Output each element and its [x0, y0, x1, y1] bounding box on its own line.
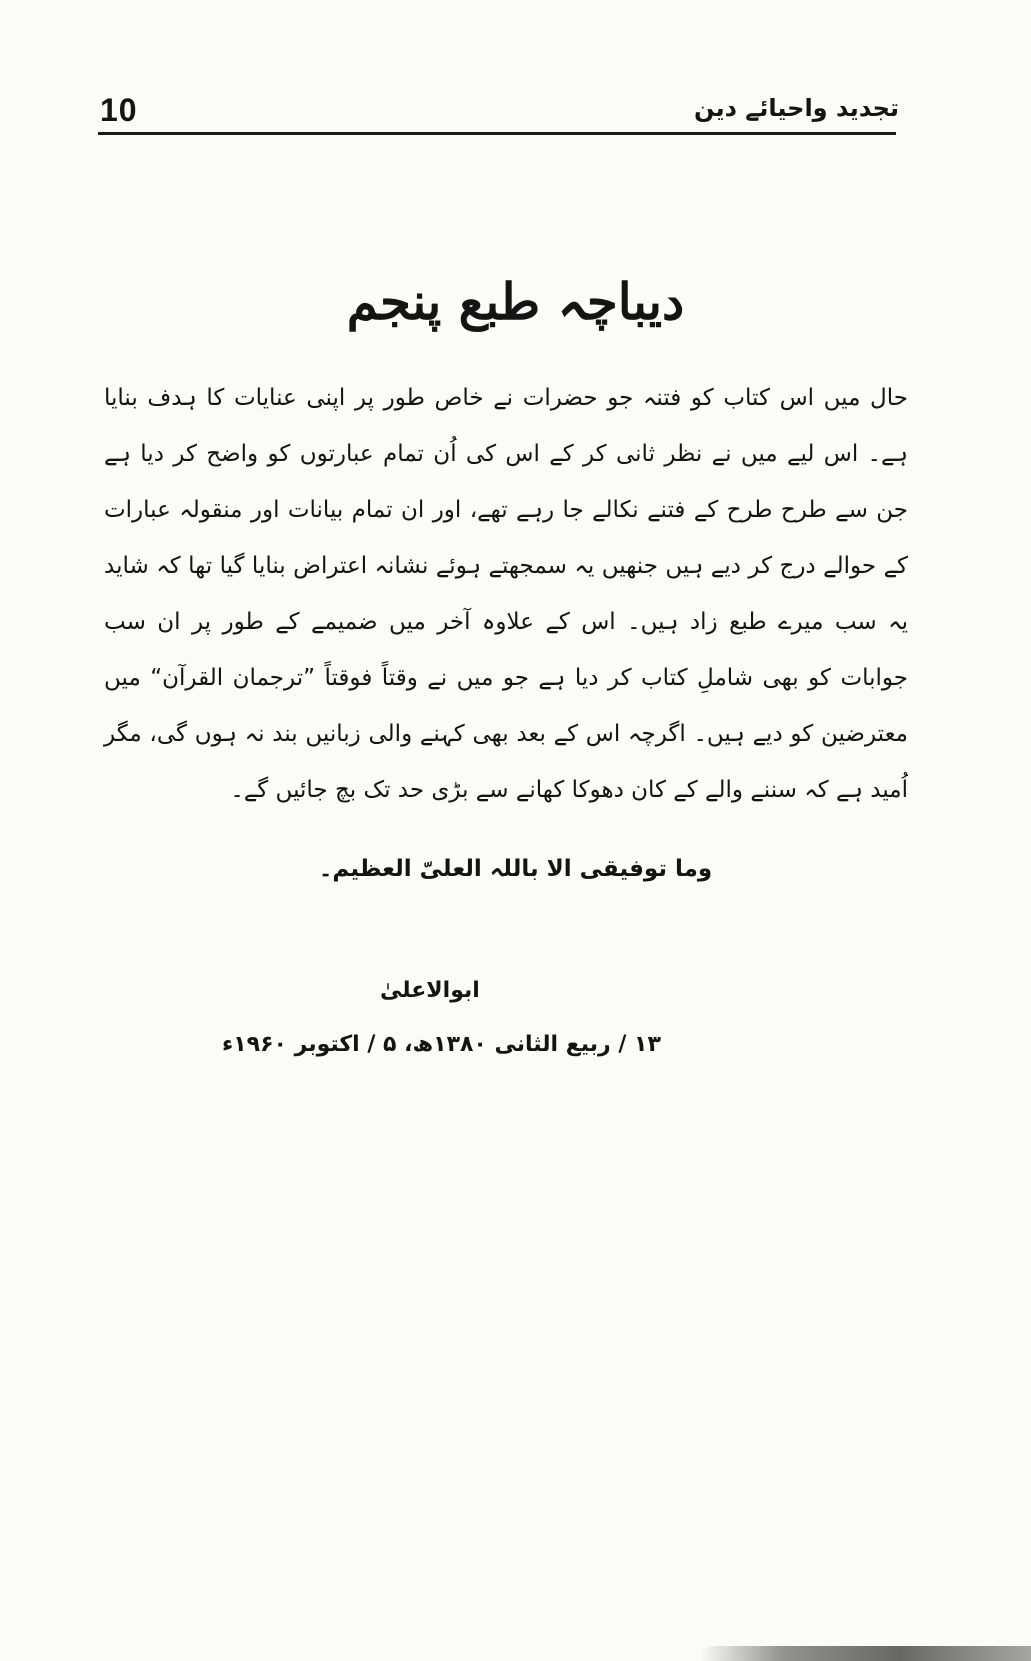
scan-edge-mark — [700, 1646, 1031, 1661]
signature-date: ۱۳ / ربیع الثانی ۱۳۸۰ھ، ۵ / اکتوبر ۱۹۶۰ء — [222, 1032, 661, 1057]
running-head: تجدید واحیائے دین — [693, 94, 899, 122]
closing-line: وما توفیقی الا باللہ العلیّ العظیم۔ — [318, 856, 713, 882]
header-rule — [98, 132, 896, 135]
chapter-title: دیباچہ طبع پنجم — [346, 272, 685, 331]
author-signature: ابوالاعلیٰ — [380, 978, 480, 1003]
body-paragraph: حال میں اس کتاب کو فتنہ جو حضرات نے خاص طور پر اپنی عنایات کا ہدف بنایا ہے۔ اس لیے میں نے نظر ثانی کر کے اس کی اُن تمام عبارتوں کو واضح کر دیا ہے جن سے طرح طرح کے فتنے نکالے جا رہے تھے، اور ان تمام بیانات اور منقولہ عبارات کے حوالے درج کر دیے ہیں جنھیں یہ سمجھتے ہوئے نشانہ اعتراض بنایا گیا تھا کہ شاید یہ سب میرے طبع زاد ہیں۔ اس کے علاوہ آخر میں ضمیمے کے طور پر ان سب جوابات کو بھی شاملِ کتاب کر دیا ہے جو میں نے وقتاً فوقتاً ”ترجمان القرآن“ میں معترضین کو دیے ہیں۔ اگرچہ اس کے بعد بھی کہنے والی زبانیں بند نہ ہوں گی، مگر اُمید ہے کہ سننے والے کے کان دھوکا کھانے سے بڑی حد تک بچ جائیں گے۔ — [104, 385, 908, 803]
page-number: 10 — [100, 92, 138, 128]
